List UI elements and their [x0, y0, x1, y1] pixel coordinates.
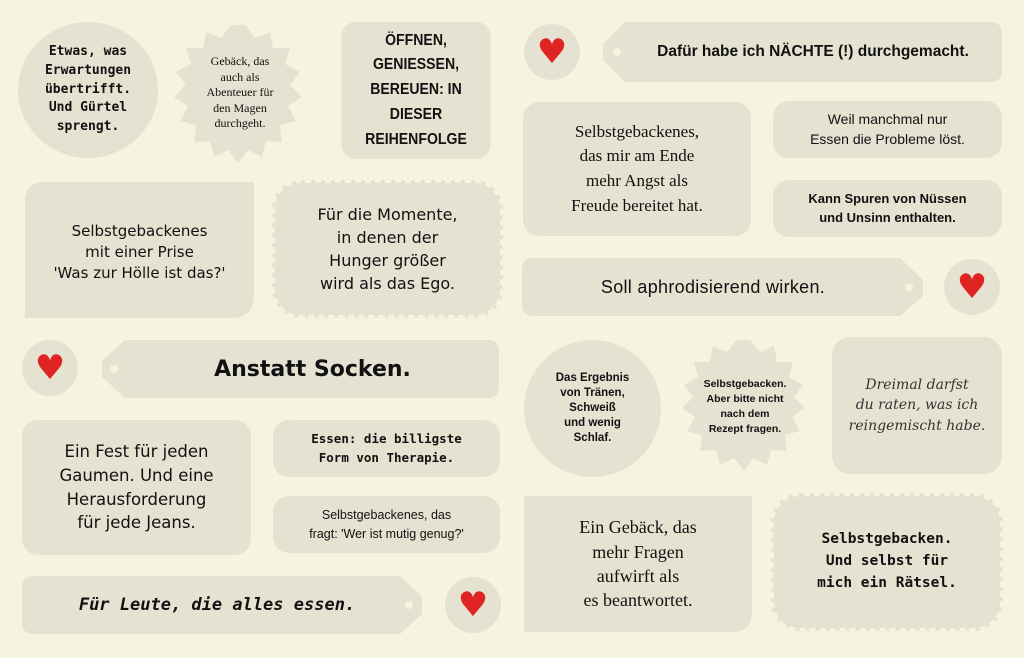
sticker-label-10: Soll aphrodisierend wirken.	[600, 276, 826, 297]
sticker-label-19: Selbstgebacken. Und selbst für mich ein Rätsel.	[817, 531, 957, 591]
sticker-label-8: Selbstgebackenes mit einer Prise 'Was zur Hölle ist das?'	[53, 221, 226, 282]
sticker-label-9: Für die Momente, in denen der Hunger größer wird als das Ego.	[317, 204, 458, 294]
sticker-label-5: Selbstgebackenes, das mir am Ende mehr Angst als Freude bereitet hat.	[523, 102, 751, 236]
sticker-label-2: Gebäck, das auch als Abenteuer für den Magen durchgeht.	[206, 54, 274, 131]
heart-icon: ♥	[956, 267, 988, 307]
sticker-label-11: Anstatt Socken.	[214, 356, 411, 382]
heart-icon: ♥	[457, 585, 489, 625]
heart-icon: ♥	[536, 32, 568, 72]
sticker-label-7: Kann Spuren von Nüssen und Unsinn enthalten.	[773, 180, 1002, 237]
sticker-label-18: Ein Gebäck, das mehr Fragen aufwirft als es beantwortet.	[579, 517, 697, 611]
sticker-label-6: Weil manchmal nur Essen die Probleme löst.	[773, 101, 1002, 158]
heart-badge	[22, 340, 78, 396]
sticker-label-13: Selbstgebacken. Aber bitte nicht nach dem Rezept fragen.	[703, 377, 787, 436]
sticker-label-4: Dafür habe ich NÄCHTE (!) durchgemacht.	[657, 43, 969, 60]
heart-badge	[445, 577, 501, 633]
sticker-label-14: Dreimal darfst du raten, was ich reingemischt habe.	[848, 377, 986, 434]
sticker-label-3: ÖFFNEN, GENIESSEN, BEREUEN: IN DIESER REIHENFOLGE	[341, 22, 491, 159]
heart-badge	[944, 259, 1000, 315]
heart-icon: ♥	[34, 348, 66, 388]
sticker-label-1: Etwas, was Erwartungen übertrifft. Und Gürtel sprengt.	[18, 22, 158, 158]
sticker-label-16: Essen: die billigste Form von Therapie.	[273, 420, 500, 477]
heart-badge	[524, 24, 580, 80]
sticker-label-12: Das Ergebnis von Tränen, Schweiß und wenig Schlaf.	[524, 340, 661, 477]
sticker-label-15: Ein Fest für jeden Gaumen. Und eine Herausforderung für jede Jeans.	[22, 420, 251, 555]
sticker-label-17: Selbstgebackenes, das fragt: 'Wer ist mutig genug?'	[273, 496, 500, 553]
sticker-label-20: Für Leute, die alles essen.	[78, 595, 356, 615]
